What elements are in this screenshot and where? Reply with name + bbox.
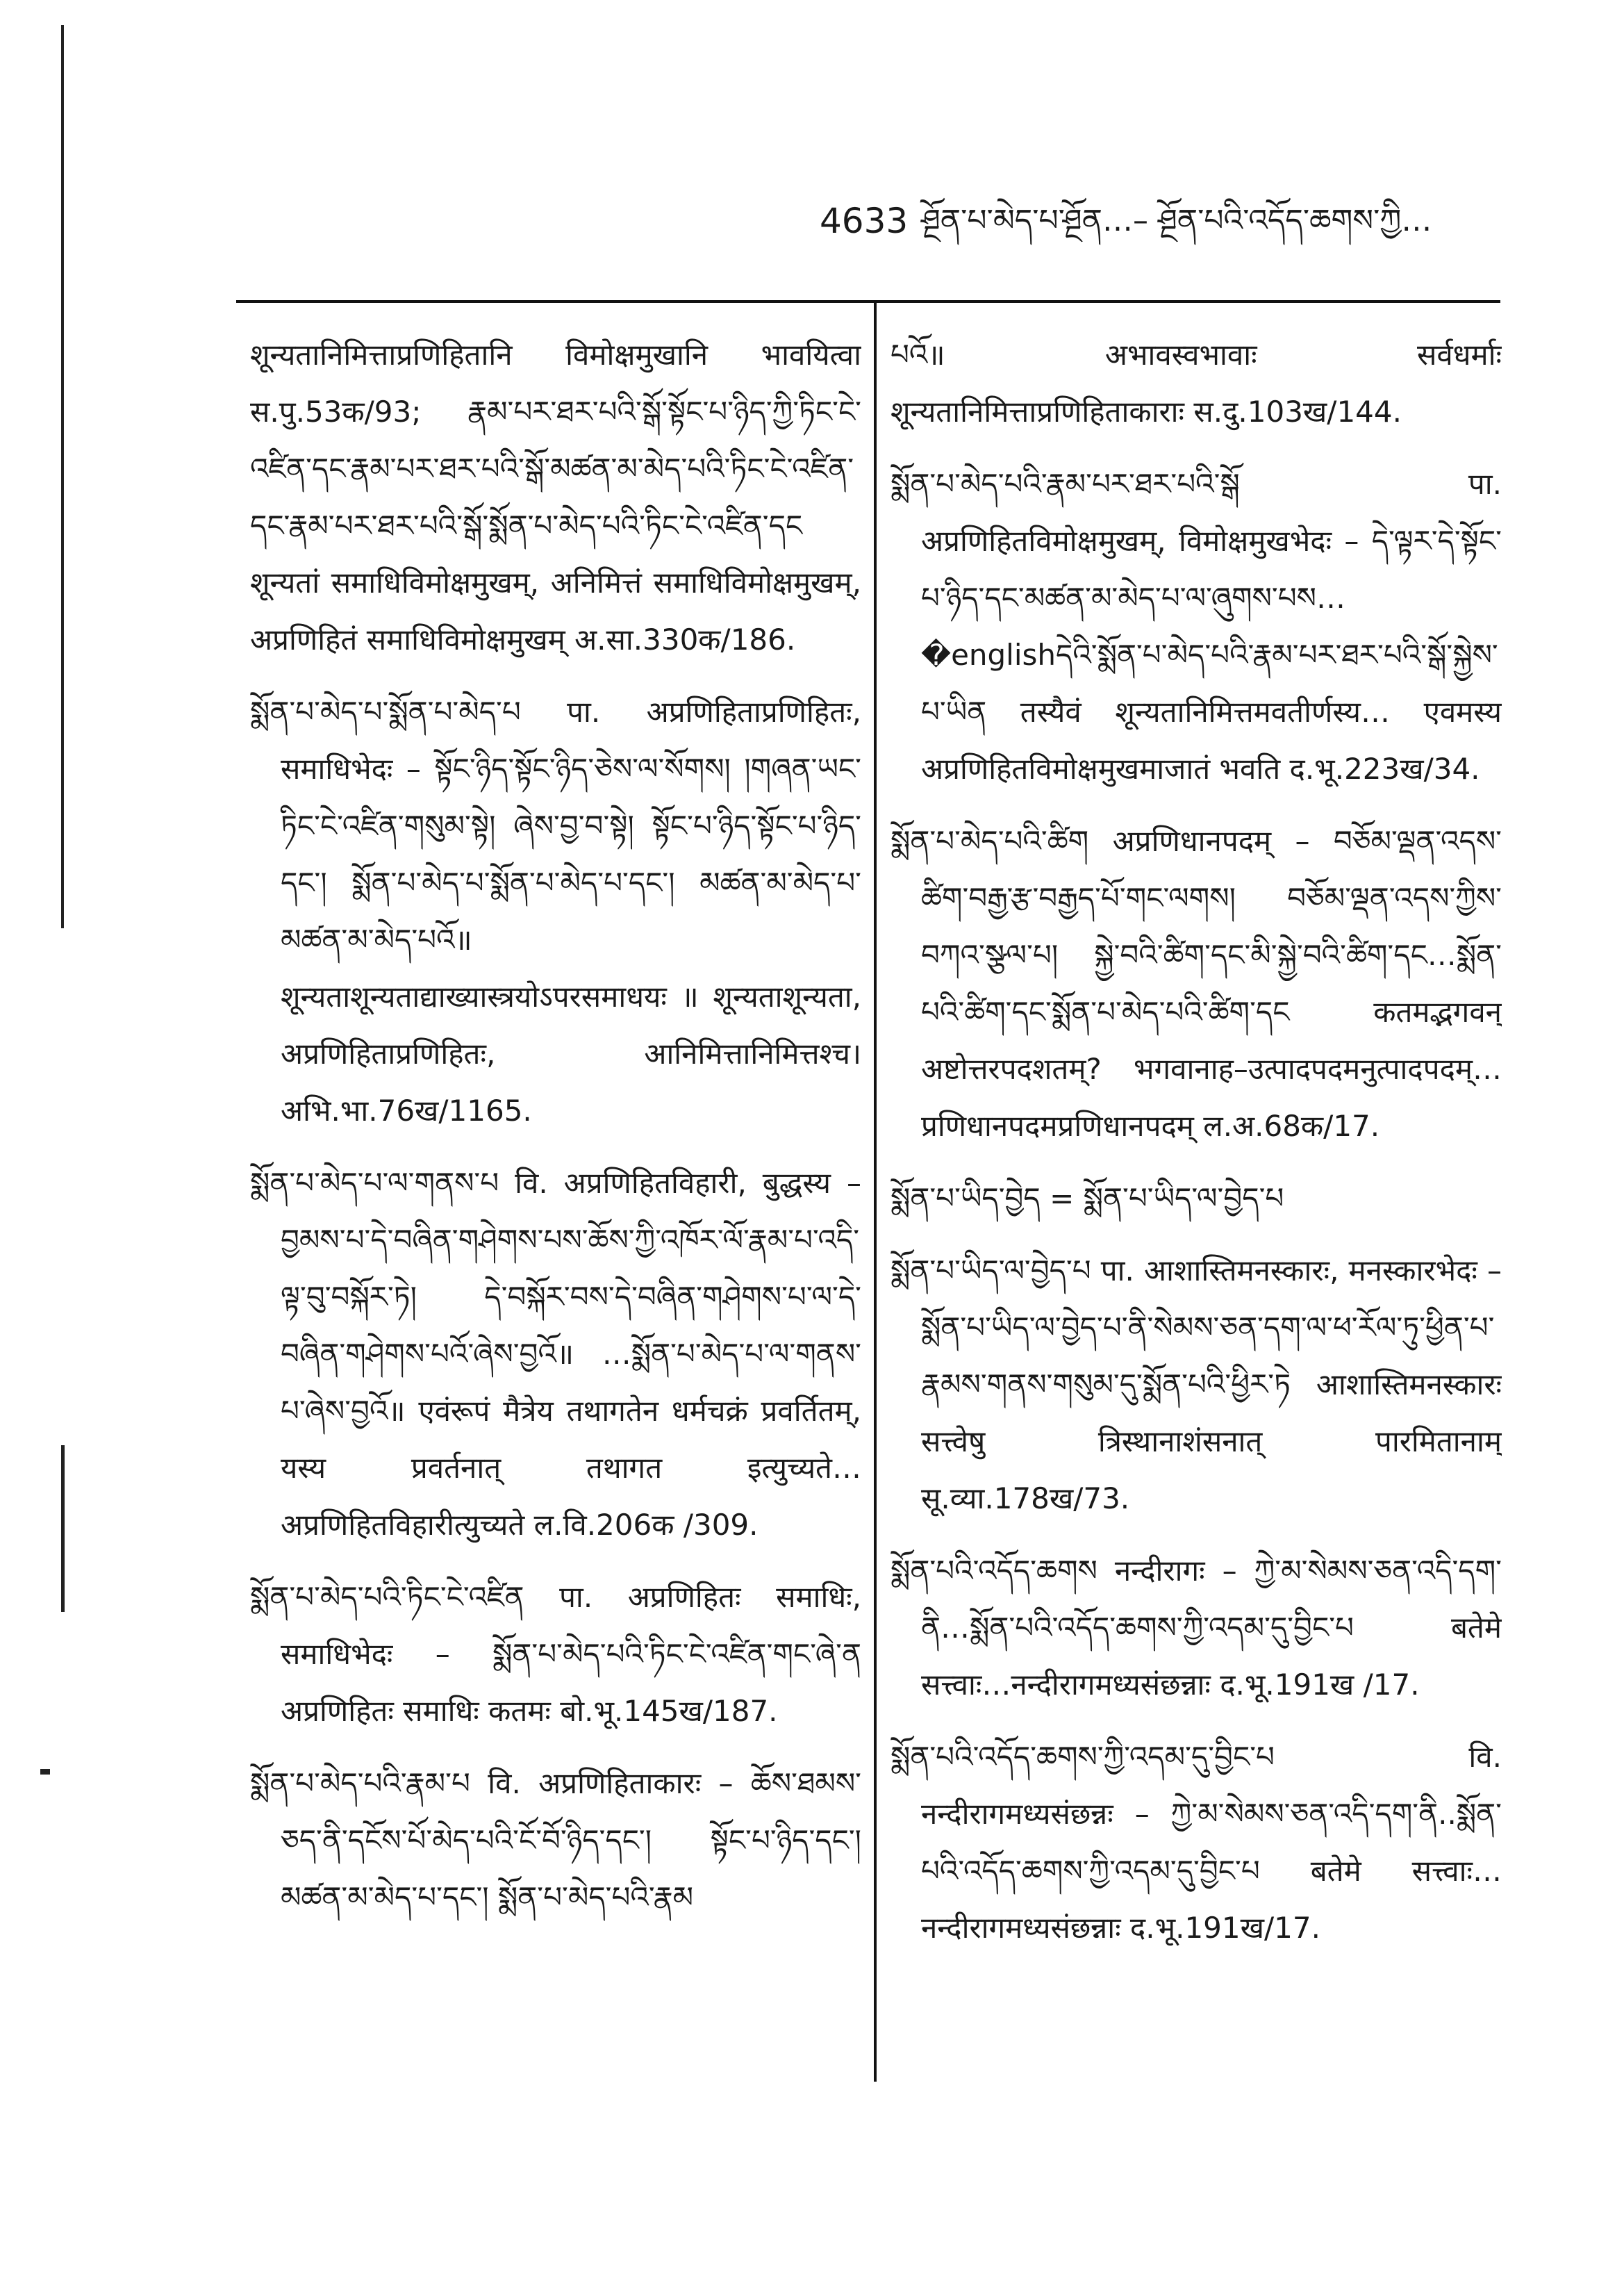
page-number: 4633 xyxy=(820,201,909,241)
dictionary-entry: པའོ॥ अभावस्वभावाः सर्वधर्माः शून्यतानिमित्ताप्रणिहिताकाराः स.दु.103ख/144. xyxy=(890,338,1502,429)
column-divider xyxy=(874,303,877,2082)
header-rule xyxy=(236,300,1500,303)
dictionary-entry: སྨོན་པ་མེད་པའི་རྣམ་པ वि. अप्रणिहिताकारः – ཆོས་ཐམས་ཅད་ནི་དངོས་པོ་མེད་པའི་ངོ་བོ་ཉིད་དང་། སྟོང་པ་ཉིད་དང་། མཚན་མ་མེད་པ་དང་། སྨོན་པ་མེད་པའི་རྣམ xyxy=(250,1766,861,1914)
dictionary-entry: སྨོན་པ་མེད་པའི་ཏིང་ངེ་འཛིན पा. अप्रणिहितः समाधिः, समाधिभेदः – སྨོན་པ་མེད་པའི་ཏིང་ངེ་འཛིན་གང་ཞེ་ན अप्रणिहितः समाधिः कतमः बो.भू.145ख/187. xyxy=(250,1580,861,1728)
dictionary-entry: སྨོན་པ་མེད་པའི་རྣམ་པར་ཐར་པའི་སྒོ पा. अप्रणिहितविमोक्षमुखम्, विमोक्षमुखभेदः – དེ་ལྟར་དེ་སྟོང་པ་ཉིད་དང་མཚན་མ་མེད་པ་ལ་ཞུགས་པས…�englishདེའི་སྨོན་པ་མེད་པའི་རྣམ་པར་ཐར་པའི་སྒོ་སྐྱེས་པ་ཡིན तस्यैवं शून्यतानिमित्तमवतीर्णस्य… एवमस्य अप्रणिहितविमोक्षमुखमाजातं भवति द.भू.223ख/34. xyxy=(890,467,1502,786)
scan-margin-mark xyxy=(40,1769,50,1775)
left-column xyxy=(250,327,861,2105)
running-head: ཤྔོན་པ་མེད་པ་ཤྔོན…– ཤྔོན་པའི་འདོད་ཆགས་ཀྱི… xyxy=(921,203,1432,238)
dictionary-entry: སྨོན་པའི་འདོད་ཆགས नन्दीरागः – ཀྱེ་མ་སེམས་ཅན་འདི་དག་ནི…སྨོན་པའི་འདོད་ཆགས་ཀྱི་འདམ་དུ་བྱིང་པ बतेमे सत्त्वाः…नन्दीरागमध्यसंछन्नाः द.भू.191ख /17. xyxy=(890,1554,1502,1702)
dictionary-entry: སྨོན་པ་ཡིད་བྱེད = སྨོན་པ་ཡིད་ལ་བྱེད་པ xyxy=(890,1181,1284,1215)
dictionary-entry: སྨོན་པ་མེད་པ་སྨོན་པ་མེད་པ पा. अप्रणिहिताप्रणिहितः, समाधिभेदः – སྟོང་ཉིད་སྟོང་ཉིད་ཅེས་ལ་སོགས། །གཞན་ཡང་ཏིང་ངེ་འཛིན་གསུམ་སྟེ། ཞེས་བྱ་བ་སྟེ། སྟོང་པ་ཉིད་སྟོང་པ་ཉིད་དང་། སྨོན་པ་མེད་པ་སྨོན་པ་མེད་པ་དང་། མཚན་མ་མེད་པ་མཚན་མ་མེད་པའོ॥ शून्यताशून्यताद्याख्यास्त्रयोऽपरसमाधयः ॥ शून्यताशून्यता, अप्रणिहिताप्रणिहितः, आनिमित्तानिमित्तश्च। अभि.भा.76ख/1165. xyxy=(250,695,861,1128)
dictionary-entry: शून्यतानिमित्ताप्रणिहितानि विमोक्षमुखानि भावयित्वा स.पु.53क/93; རྣམ་པར་ཐར་པའི་སྒོ་སྟོང་པ་ཉིད་ཀྱི་ཏིང་ངེ་འཛིན་དང་རྣམ་པར་ཐར་པའི་སྒོ་མཚན་མ་མེད་པའི་ཏིང་ངེ་འཛིན་དང་རྣམ་པར་ཐར་པའི་སྒོ་སྨོན་པ་མེད་པའི་ཏིང་ངེ་འཛིན་དང शून्यतां समाधिविमोक्षमुखम्, अनिमित्तं समाधिविमोक्षमुखम्, अप्रणिहितं समाधिविमोक्षमुखम् अ.सा.330क/186. xyxy=(250,338,861,657)
dictionary-entry: སྨོན་པའི་འདོད་ཆགས་ཀྱི་འདམ་དུ་བྱིང་པ वि. नन्दीरागमध्यसंछन्नः – ཀྱེ་མ་སེམས་ཅན་འདི་དག་ནི..སྨོན་པའི་འདོད་ཆགས་ཀྱི་འདམ་དུ་བྱིང་པ बतेमे सत्त्वाः…नन्दीरागमध्यसंछन्नाः द.भू.191ख/17. xyxy=(890,1740,1502,1945)
dictionary-entry: སྨོན་པ་ཡིད་ལ་བྱེད་པ पा. आशास्तिमनस्कारः, मनस्कारभेदः – སྨོན་པ་ཡིད་ལ་བྱེད་པ་ནི་སེམས་ཅན་དག་ལ་ཕ་རོལ་ཏུ་ཕྱིན་པ་རྣམས་གནས་གསུམ་དུ་སྨོན་པའི་ཕྱིར་ཏེ आशास्तिमनस्कारः सत्त्वेषु त्रिस्थानाशंसनात् पारमितानाम् सू.व्या.178ख/73. xyxy=(890,1253,1502,1515)
dictionary-entry: སྨོན་པ་མེད་པའི་ཚིག अप्रणिधानपदम् – བཅོམ་ལྡན་འདས་ཚིག་བརྒྱ་རྩ་བརྒྱད་པོ་གང་ལགས། བཅོམ་ལྡན་འདས་ཀྱིས་བཀའ་སྩལ་པ། སྐྱེ་བའི་ཚིག་དང་མི་སྐྱེ་བའི་ཚིག་དང…སྨོན་པའི་ཚིག་དང་སྨོན་པ་མེད་པའི་ཚིག་དང कतमद्भगवन् अष्टोत्तरपदशतम्? भगवानाह–उत्पादपदमनुत्पादपदम्…प्रणिधानपदमप्रणिधानपदम् ल.अ.68क/17. xyxy=(890,824,1502,1143)
dictionary-entry: སྨོན་པ་མེད་པ་ལ་གནས་པ वि. अप्रणिहितविहारी, बुद्धस्य – བྱམས་པ་དེ་བཞིན་གཤེགས་པས་ཆོས་ཀྱི་འཁོར་ལོ་རྣམ་པ་འདི་ལྟ་བུ་བསྐོར་ཏེ། དེ་བསྐོར་བས་དེ་བཞིན་གཤེགས་པ་ལ་དེ་བཞིན་གཤེགས་པའོ་ཞེས་བྱའོ॥ …སྨོན་པ་མེད་པ་ལ་གནས་པ་ཞེས་བྱའོ॥ एवंरूपं मैत्रेय तथागतेन धर्मचक्रं प्रवर्तितम्, यस्य प्रवर्तनात् तथागत इत्युच्यते… अप्रणिहितविहारीत्युच्यते ल.वि.206क /309. xyxy=(250,1166,861,1542)
right-column xyxy=(890,327,1502,2105)
scan-margin-line xyxy=(61,1445,65,1612)
scan-margin-line xyxy=(61,25,64,928)
